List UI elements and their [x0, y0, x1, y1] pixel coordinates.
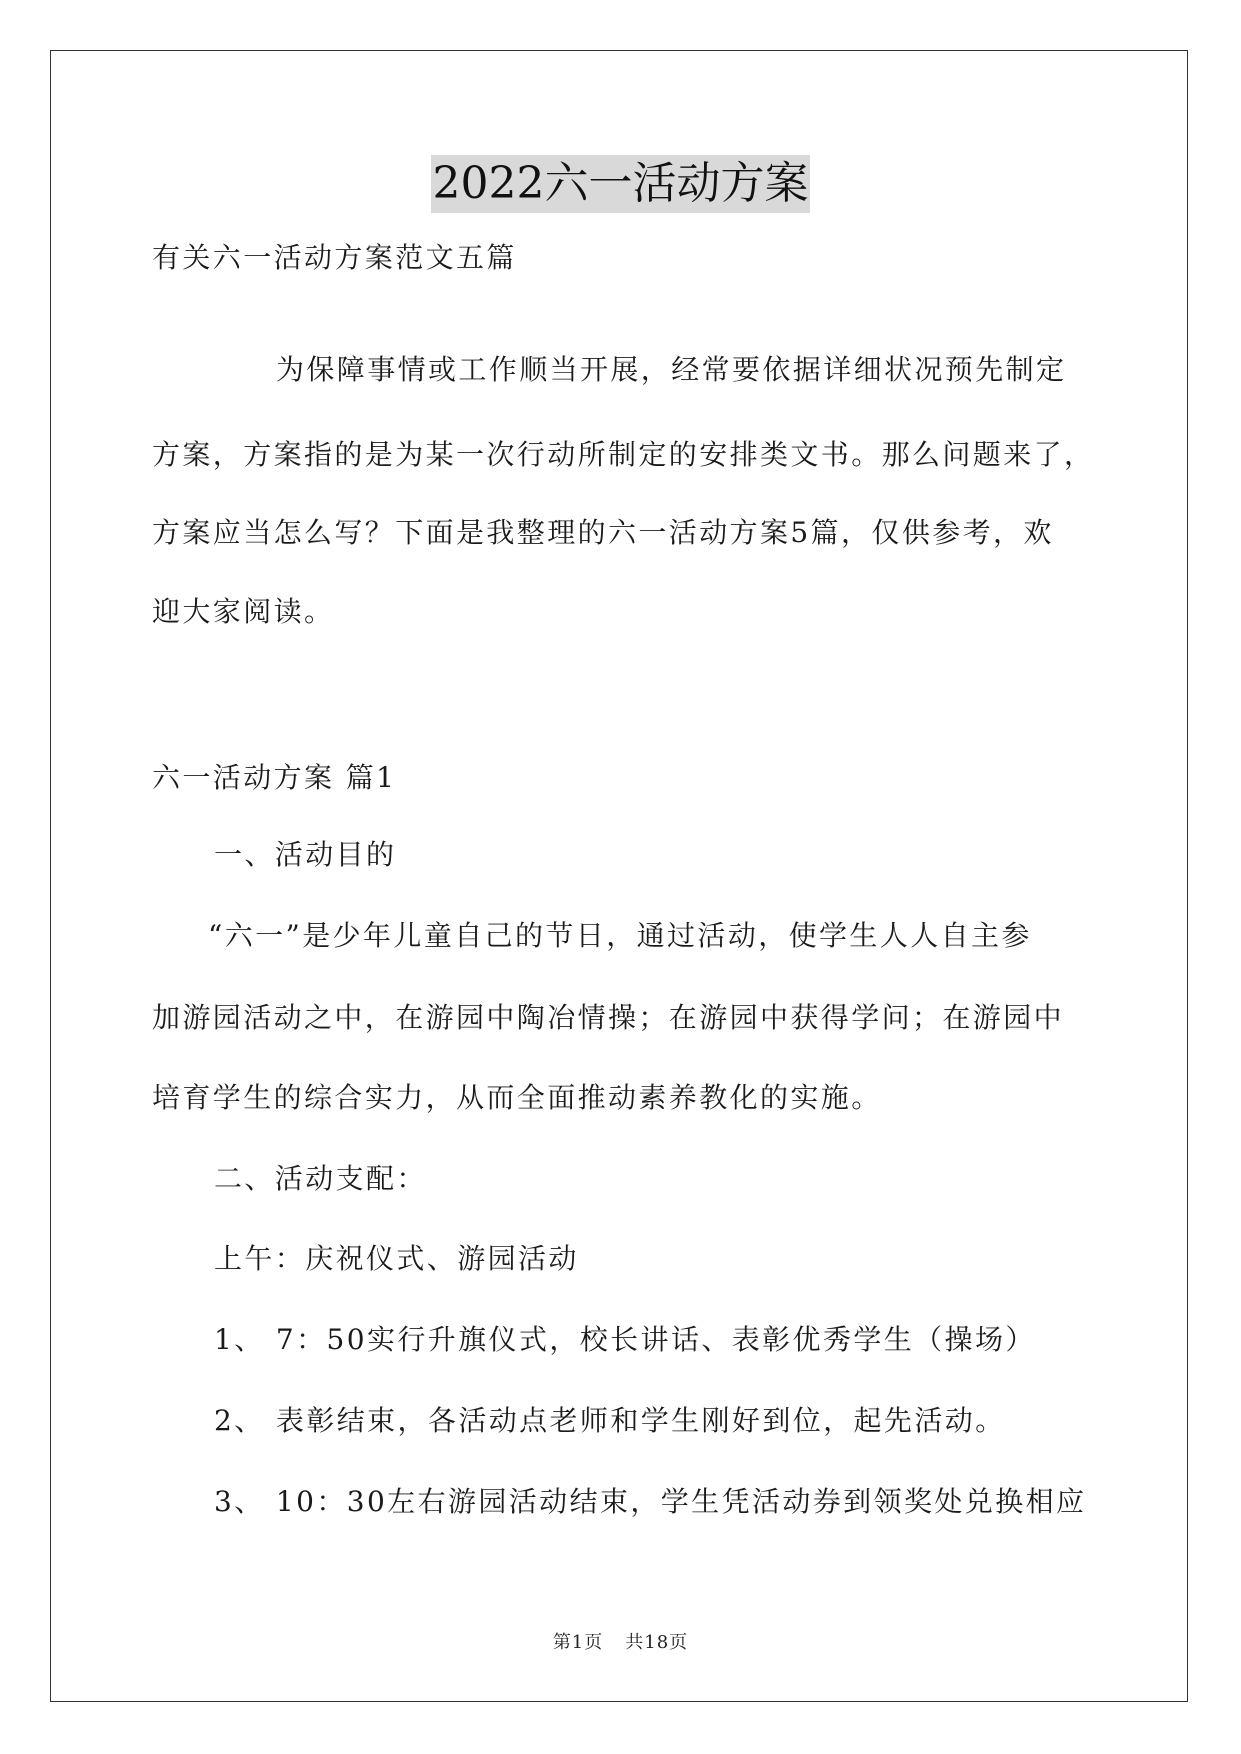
subsection-heading: 二、活动支配： [214, 1162, 427, 1195]
subtitle-line: 有关六一活动方案范文五篇 [152, 241, 517, 274]
document-title: 2022六一活动方案 [431, 155, 811, 213]
page-number: 第1页 [552, 1632, 604, 1653]
title-container [0, 155, 1241, 213]
paragraph-line: 培育学生的综合实力，从而全面推动素养教化的实施。 [152, 1081, 882, 1114]
list-item: 1、 7：50实行升旗仪式，校长讲话、表彰优秀学生（操场） [214, 1323, 1036, 1356]
paragraph-line: 方案，方案指的是为某一次行动所制定的安排类文书。那么问题来了， [152, 438, 1095, 471]
paragraph-line: 为保障事情或工作顺当开展，经常要依据详细状况预先制定 [276, 353, 1067, 386]
paragraph-line: 上午：庆祝仪式、游园活动 [214, 1242, 579, 1275]
list-item: 2、 表彰结束，各活动点老师和学生刚好到位，起先活动。 [214, 1404, 1006, 1437]
page-footer [0, 1632, 1241, 1654]
page-border [50, 50, 1188, 1702]
subsection-heading: 一、活动目的 [214, 838, 397, 871]
paragraph-line: 方案应当怎么写？下面是我整理的六一活动方案5篇，仅供参考，欢 [152, 516, 1054, 549]
list-item: 3、 10：30左右游园活动结束，学生凭活动券到领奖处兑换相应 [214, 1485, 1087, 1518]
paragraph-line: “六一”是少年儿童自己的节日，通过活动，使学生人人自主参 [208, 919, 1032, 952]
section-heading: 六一活动方案 篇1 [152, 761, 397, 794]
paragraph-line: 迎大家阅读。 [152, 595, 335, 628]
paragraph-line: 加游园活动之中，在游园中陶冶情操；在游园中获得学问；在游园中 [152, 1001, 1065, 1034]
page-total: 共18页 [625, 1632, 689, 1653]
